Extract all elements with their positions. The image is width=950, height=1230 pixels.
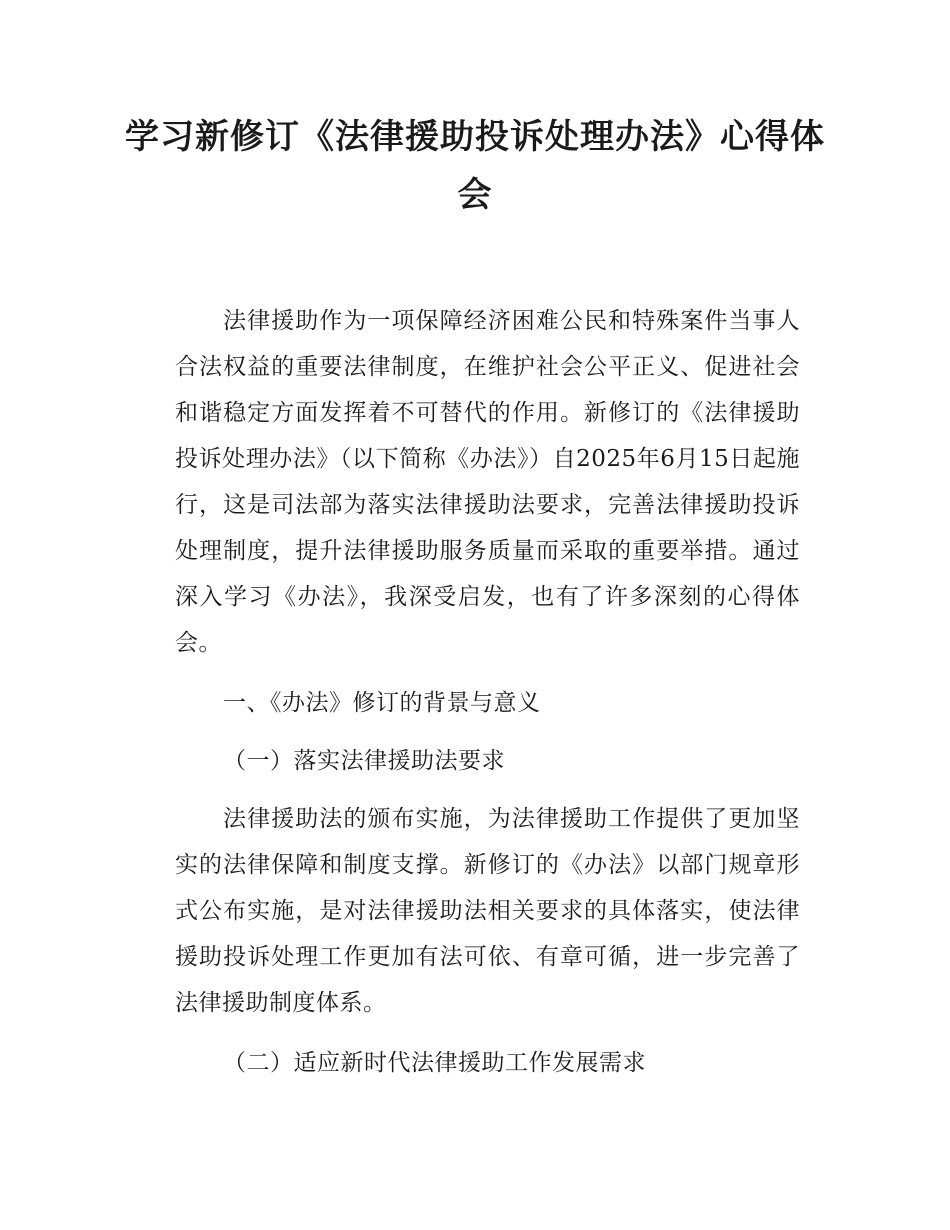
intro-paragraph: 法律援助作为一项保障经济困难公民和特殊案件当事人合法权益的重要法律制度，在维护社会公平正义、促进社会和谐稳定方面发挥着不可替代的作用。新修订的《法律援助投诉处理办法》（以下简称《办法》）自2025年6月15日起施行，这是司法部为落实法律援助法要求，完善法律援助投诉处理制度，提升法律援助服务质量而采取的重要举措。通过深入学习《办法》，我深受启发，也有了许多深刻的心得体会。 [175,308,800,656]
document-body [175,298,800,1098]
body-paragraph-1: 法律援助法的颁布实施，为法律援助工作提供了更加坚实的法律保障和制度支撑。新修订的《办法》以部门规章形式公布实施，是对法律援助法相关要求的具体落实，使法律援助投诉处理工作更加有法可依、有章可循，进一步完善了法律援助制度体系。 [175,806,800,1016]
document-title: 学习新修订《法律援助投诉处理办法》心得体会 [125,117,825,215]
subsection-heading-2: （二）适应新时代法律援助工作发展需求 [223,1050,646,1076]
section-heading-1: 一、《办法》修订的背景与意义 [223,690,541,716]
subsection-heading-1: （一）落实法律援助法要求 [223,748,505,774]
